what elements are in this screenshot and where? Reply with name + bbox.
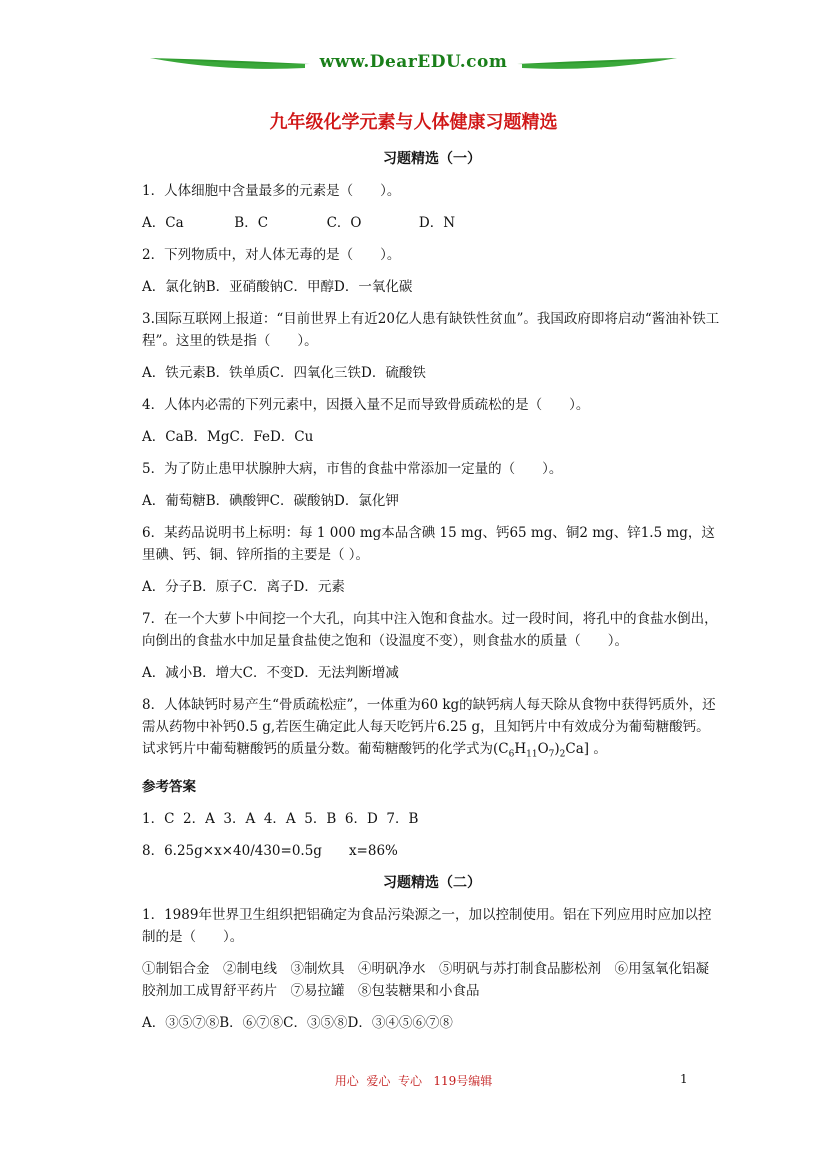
question-3-options: A．铁元素B．铁单质C．四氧化三铁D．硫酸铁 [142, 365, 426, 381]
question-2-options: A．氯化钠B．亚硝酸钠C．甲醇D．一氧化碳 [142, 279, 413, 295]
question-8-text: 8．人体缺钙时易产生“骨质疏松症”，一体重为60 kg的缺钙病人每天除从食物中获得钙质外，还需从药物中补钙0.5 g,若医生确定此人每天吃钙片6.25 g，且知钙片中有效成分为葡萄糖酸钙。试求钙片中葡萄糖酸钙的质量分数。葡萄糖酸钙的化学式为 [142, 697, 716, 757]
question-7: 7．在一个大萝卜中间挖一个大孔，向其中注入饱和食盐水。过一段时间，将孔中的食盐水倒出，向倒出的食盐水中加足量食盐使之饱和（设温度不变），则食盐水的质量（ ）。 [142, 611, 718, 649]
question-5-options: A．葡萄糖B．碘酸钾C．碳酸钠D．氯化钾 [142, 493, 399, 509]
question-6-text: 6．某药品说明书上标明：每 1 000 mg本品含碘 15 mg、钙65 mg、铜2 mg、锌1.5 mg，这里碘、钙、铜、锌所指的主要是（ ）。 [142, 525, 715, 563]
answers-line-2: 8．6.25g×x×40/430=0.5g x=86% [142, 842, 398, 859]
formula-part: (C [493, 741, 509, 757]
document-body [142, 148, 722, 1044]
site-banner [0, 0, 827, 100]
answer-heading: 参考答案 [142, 778, 196, 795]
option-b: B．C [234, 215, 269, 231]
formula-part: H [514, 741, 527, 757]
section-2-question-1-items: ①制铝合金 ②制电线 ③制炊具 ④明矾净水 ⑤明矾与苏打制食品膨松剂 ⑥用氢氧化铝凝胶剂加工成胃舒平药片 ⑦易拉罐 ⑧包装糖果和小食品 [142, 960, 709, 999]
option-d: D．N [418, 215, 456, 231]
section-2-question-1: 1．1989年世界卫生组织把铝确定为食品污染源之一，加以控制使用。铝在下列应用时应加以控制的是（ ）。 [142, 906, 712, 945]
question-6 [142, 522, 722, 566]
formula-part: O [537, 741, 549, 757]
banner-swoosh-decoration [0, 0, 827, 100]
question-1-options [142, 212, 722, 234]
site-url: www.DearEDU.com [319, 52, 508, 72]
question-8 [142, 694, 722, 766]
question-4-options: A．CaB．MgC．FeD．Cu [142, 429, 314, 445]
question-2: 2．下列物质中，对人体无毒的是（ ）。 [142, 247, 401, 263]
formula-part: Ca] 。 [565, 741, 607, 757]
section-2-heading: 习题精选（二） [383, 874, 481, 891]
question-1: 1．人体细胞中含量最多的元素是（ ）。 [142, 183, 401, 199]
question-3: 3.国际互联网上报道：“目前世界上有近20亿人患有缺铁性贫血”。我国政府即将启动“酱油补铁工程”。这里的铁是指（ ）。 [142, 311, 720, 349]
section-2-question-1-options: A．③⑤⑦⑧B．⑥⑦⑧C．③⑤⑧D．③④⑤⑥⑦⑧ [142, 1014, 453, 1031]
question-4: 4．人体内必需的下列元素中，因摄入量不足而导致骨质疏松的是（ ）。 [142, 397, 590, 413]
formula-sub: 7 [548, 749, 555, 760]
footer-text: 用心 爱心 专心 119号编辑 [334, 1074, 493, 1088]
formula-sub: 6 [508, 749, 515, 760]
question-6-options: A．分子B．原子C．离子D．元素 [142, 579, 345, 595]
option-a: A．Ca [142, 215, 184, 231]
page-title: 九年级化学元素与人体健康习题精选 [269, 112, 558, 133]
question-7-options: A．减小B．增大C．不变D．无法判断增减 [142, 665, 399, 681]
page-number: 1 [680, 1072, 688, 1086]
formula-part: ) [554, 741, 560, 757]
formula-sub: 11 [526, 749, 538, 760]
formula-sub: 2 [559, 749, 566, 760]
option-c: C．O [326, 215, 362, 231]
section-1-heading: 习题精选（一） [383, 151, 481, 167]
answers-line-1: 1．C 2．A 3．A 4．A 5．B 6．D 7．B [142, 810, 419, 827]
page-footer [0, 1072, 827, 1092]
question-5: 5．为了防止患甲状腺肿大病，市售的食盐中常添加一定量的（ ）。 [142, 461, 563, 477]
